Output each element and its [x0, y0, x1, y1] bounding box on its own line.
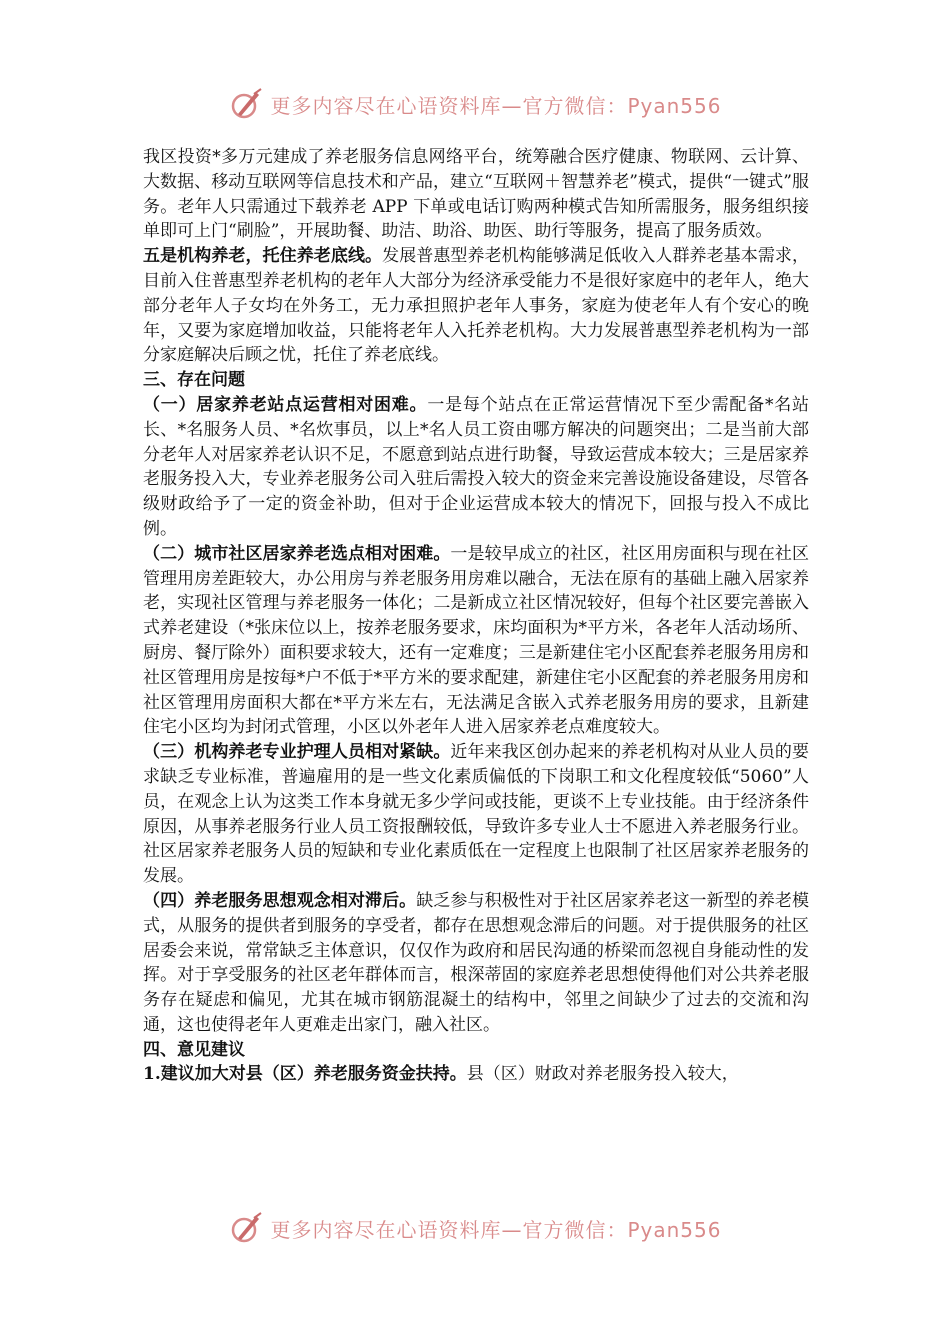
document-body	[143, 145, 809, 1087]
paragraph-suggestion-1: 1.建议加大对县（区）养老服务资金扶持。县（区）财政对养老服务投入较大，	[143, 1064, 739, 1085]
quill-pen-circle-icon	[228, 1210, 264, 1246]
quill-pen-circle-icon	[228, 86, 264, 122]
header-watermark	[0, 84, 950, 124]
footer-watermark	[0, 1208, 950, 1248]
paragraph-lead: （二）城市社区居家养老选点相对困难。	[143, 543, 451, 564]
paragraph-lead: （三）机构养老专业护理人员相对紧缺。	[143, 742, 451, 763]
paragraph-lead: （四）养老服务思想观念相对滞后。	[143, 890, 417, 911]
paragraph-lead: 五是机构养老，托住养老底线。	[143, 246, 383, 267]
section-heading-problems: 三、存在问题	[143, 370, 245, 391]
section-heading-suggestions: 四、意见建议	[143, 1039, 245, 1060]
paragraph-problem-4: （四）养老服务思想观念相对滞后。缺乏参与积极性对于社区居家养老这一新型的养老模式，从服务的提供者到服务的享受者，都存在思想观念滞后的问题。对于提供服务的社区居委会来说，常常缺乏主体意识，仅仅作为政府和居民沟通的桥梁而忽视自身能动性的发挥。对于享受服务的社区老年群体而言，根深蒂固的家庭养老思想使得他们对公共养老服务存在疑虑和偏见，尤其在城市钢筋混凝土的结构中，邻里之间缺少了过去的交流和沟通，这也使得老年人更难走出家门，融入社区。	[143, 890, 810, 1035]
paragraph-problem-3: （三）机构养老专业护理人员相对紧缺。近年来我区创办起来的养老机构对从业人员的要求缺乏专业标准，普遍雇用的是一些文化素质偏低的下岗职工和文化程度较低“5060”人员，在观念上认为这类工作本身就无多少学问或技能，更谈不上专业技能。由于经济条件原因，从事养老服务行业人员工资报酬较低，导致许多专业人士不愿进入养老服务行业。社区居家养老服务人员的短缺和专业化素质低在一定程度上也限制了社区居家养老服务的发展。	[143, 742, 810, 887]
paragraph-lead: 1.建议加大对县（区）养老服务资金扶持。	[143, 1064, 467, 1085]
watermark-text: 更多内容尽在心语资料库—官方微信：Pyan556	[270, 1217, 722, 1242]
watermark-text: 更多内容尽在心语资料库—官方微信：Pyan556	[270, 93, 722, 118]
paragraph-problem-2: （二）城市社区居家养老选点相对困难。一是较早成立的社区，社区用房面积与现在社区管理用房差距较大，办公用房与养老服务用房难以融合，无法在原有的基础上融入居家养老，实现社区管理与养老服务一体化；二是新成立社区情况较好，但每个社区要完善嵌入式养老建设（*张床位以上，按养老服务要求，床均面积为*平方米，各老年人活动场所、厨房、餐厅除外）面积要求较大，还有一定难度；三是新建住宅小区配套养老服务用房和社区管理用房是按每*户不低于*平方米的要求配建，新建住宅小区配套的养老服务用房和社区管理用房面积大都在*平方米左右，无法满足含嵌入式养老服务用房的要求，且新建住宅小区均为封闭式管理，小区以外老年人进入居家养老点难度较大。	[143, 543, 810, 738]
paragraph-lead: （一）居家养老站点运营相对困难。	[143, 394, 428, 415]
paragraph-institutional-care: 五是机构养老，托住养老底线。发展普惠型养老机构能够满足低收入人群养老基本需求，目前入住普惠型养老机构的老年人大部分为经济承受能力不是很好家庭中的老年人，绝大部分老年人子女均在外务工，无力承担照护老年人事务，家庭为使老年人有个安心的晚年，又要为家庭增加收益，只能将老年人入托养老机构。大力发展普惠型养老机构为一部分家庭解决后顾之忧，托住了养老底线。	[143, 246, 810, 366]
paragraph-problem-1: （一）居家养老站点运营相对困难。一是每个站点在正常运营情况下至少需配备*名站长、*名服务人员、*名炊事员，以上*名人员工资由哪方解决的问题突出；二是当前大部分老年人对居家养老认识不足，不愿意到站点进行助餐，导致运营成本较大；三是居家养老服务投入大，专业养老服务公司入驻后需投入较大的资金来完善设施设备建设，尽管各级财政给予了一定的资金补助，但对于企业运营成本较大的情况下，回报与投入不成比例。	[143, 394, 810, 539]
paragraph-smart-elderly-care: 我区投资*多万元建成了养老服务信息网络平台，统筹融合医疗健康、物联网、云计算、大数据、移动互联网等信息技术和产品，建立“互联网＋智慧养老”模式，提供“一键式”服务。老年人只需通过下载养老 APP 下单或电话订购两种模式告知所需服务，服务组织接单即可上门“刷脸”，开展助餐、助洁、助浴、助医、助行等服务，提高了服务质效。	[143, 147, 809, 242]
